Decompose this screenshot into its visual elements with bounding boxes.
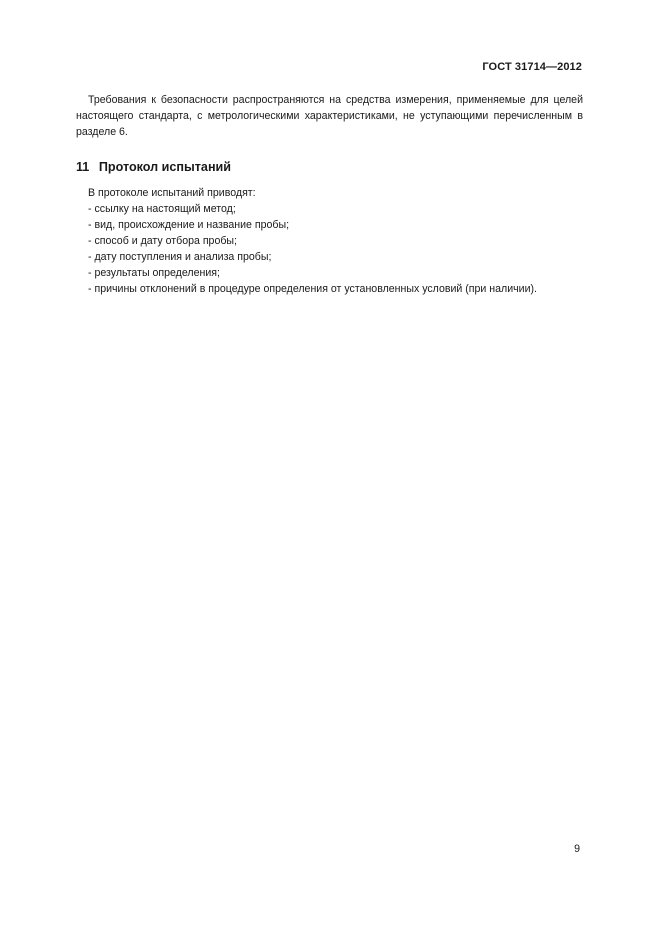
section-title: Протокол испытаний — [98, 160, 232, 174]
list-item: - способ и дату отбора пробы; — [88, 235, 237, 247]
list-item: - причины отклонений в процедуре определения от установленных условий (при наличии). — [88, 283, 537, 295]
list-item: - вид, происхождение и название пробы; — [88, 219, 290, 231]
list-item: - дату поступления и анализа пробы; — [88, 251, 272, 263]
page-number: 9 — [574, 843, 580, 855]
page-content — [76, 92, 583, 297]
section-number: 11 — [76, 160, 90, 174]
section-lead-text: В протоколе испытаний приводят: — [88, 187, 256, 199]
list-item: - ссылку на настоящий метод; — [88, 203, 236, 215]
safety-requirements-paragraph: Требования к безопасности распространяются на средства измерения, применяемые для целей настоящего стандарта, с метрологическими характеристиками, не уступающими перечисленным в разделе 6. — [76, 94, 583, 138]
protocol-items-list — [76, 201, 583, 297]
section-heading — [76, 159, 583, 175]
document-code-header: ГОСТ 31714—2012 — [482, 61, 582, 73]
list-item: - результаты определения; — [88, 267, 220, 279]
